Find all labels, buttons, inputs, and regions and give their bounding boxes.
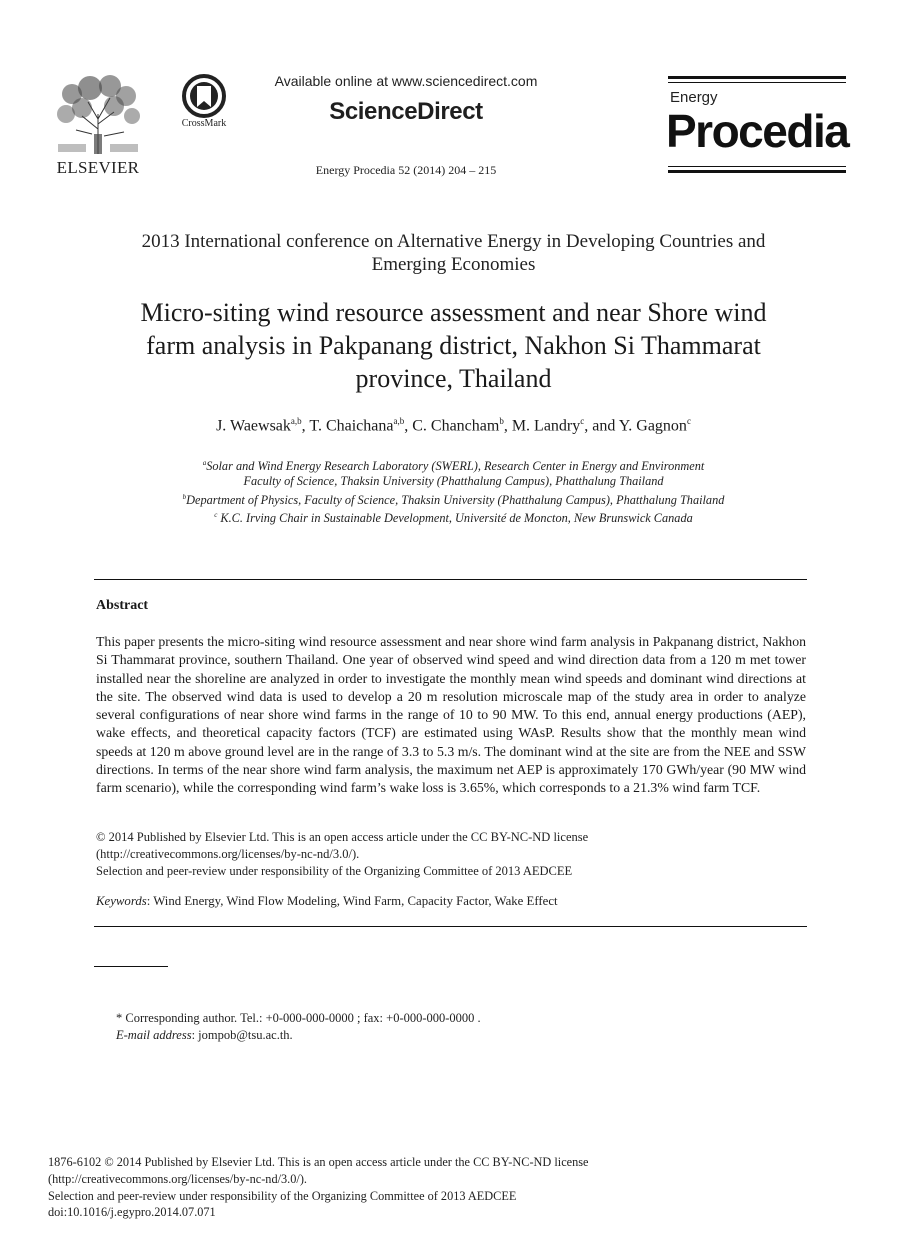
procedia-rule-bottom (668, 170, 846, 173)
affiliation-c (100, 508, 807, 526)
crossmark-badge[interactable] (176, 74, 232, 134)
author-separator: , (301, 417, 310, 435)
author-name: C. Chancham (412, 417, 500, 435)
conference-name (100, 230, 807, 276)
affiliation-mark: a (202, 459, 207, 467)
bottom-license-link[interactable]: http://creativecommons.org/licenses/by-nc-nd/3.0/ (52, 1171, 300, 1186)
author-name: J. Waewsak (216, 417, 291, 435)
author-separator: , (503, 417, 512, 435)
bottom-license-line (48, 1171, 868, 1188)
license-paren-open: ( (96, 847, 101, 861)
conference-line-1: 2013 International conference on Alternative Energy in Developing Countries and (141, 231, 766, 252)
doi[interactable]: doi:10.1016/j.egypro.2014.07.071 (48, 1205, 216, 1220)
elsevier-tree-icon (52, 74, 144, 156)
license-line-3: Selection and peer-review under responsibility of the Organizing Committee of 2013 AEDCEE (96, 864, 573, 878)
abstract-top-rule (94, 579, 807, 580)
title-line-2: farm analysis in Pakpanang district, Nakhon Si Thammarat (146, 331, 761, 360)
procedia-rule-top-thin (668, 82, 846, 83)
abstract-body: This paper presents the micro-siting wind resource assessment and near shore wind farm analysis in Pakpanang district, Nakhon Si Thammarat province, southern Thailand. One year of observed wind speed and wind direction data from a 120 m met tower installed near the shoreline are analyzed in order to investigate the monthly mean wind speeds and dominant wind directions at the site. The observed wind data is used to develop a 20 m resolution microscale map of the study area in order to analyze several configurations of near shore wind farms in the range of 10 to 90 MW. To this end, annual energy productions (AEP), wake effects, and theoretical capacity factors (TCF) are estimated using WAsP. Results show that the monthly mean wind speeds at 120 m above ground level are in the range of 3.3 to 5.3 m/s. The dominant wind at the site are from the NEE and SSW directions. In terms of the near shore wind farm analysis, the maximum net AEP is approximately 170 GWh/year (90 MW wind farm scenario), while the corresponding wind farm’s wake loss is 3.65%, which corresponds to a 21.3% wind farm TCF. (96, 634, 806, 796)
crossmark-label: CrossMark (181, 118, 227, 129)
corresponding-author: * Corresponding author. Tel.: +0-000-000-0000 ; fax: +0-000-000-0000 . (116, 1011, 481, 1025)
elsevier-wordmark: ELSEVIER (56, 158, 140, 177)
bottom-publication-info (48, 1154, 868, 1221)
keywords-text: : Wind Energy, Wind Flow Modeling, Wind Farm, Capacity Factor, Wake Effect (146, 894, 558, 908)
footnote (116, 1010, 806, 1044)
affiliation-a-line-1: Solar and Wind Energy Research Laboratory (SWERL), Research Center in Energy and Environment (206, 459, 705, 474)
footnote-rule (94, 966, 168, 967)
paper-title (90, 296, 817, 395)
affiliation-a (100, 456, 807, 474)
journal-citation: Energy Procedia 52 (2014) 204 – 215 (315, 163, 497, 177)
author-affiliation-mark: c (686, 416, 691, 426)
affiliation-a-line-2: Faculty of Science, Thaksin University (Phatthalung Campus), Phatthalung Thailand (243, 474, 664, 489)
author-separator: , and (584, 417, 619, 435)
license-block (96, 829, 806, 880)
bottom-peer-review: Selection and peer-review under responsibility of the Organizing Committee of 2013 AEDCEE (48, 1188, 517, 1203)
license-paren-close: ). (351, 847, 360, 861)
email-line (116, 1027, 806, 1044)
affiliation-mark: c (214, 511, 218, 520)
issn-line: 1876-6102 © 2014 Published by Elsevier Ltd. This is an open access article under the CC BY-NC-ND license (48, 1155, 589, 1169)
email-label: E-mail address (116, 1028, 192, 1042)
affiliation-c-line: K.C. Irving Chair in Sustainable Development, Université de Moncton, New Brunswick Canada (220, 511, 693, 526)
sciencedirect-wordmark[interactable]: ScienceDirect (329, 98, 483, 125)
title-line-3: province, Thailand (355, 364, 552, 393)
affiliation-b (100, 490, 807, 508)
affiliations (100, 456, 807, 526)
author-separator: , (404, 417, 413, 435)
author-affiliation-mark: a,b (393, 416, 405, 426)
energy-procedia-logo (668, 74, 848, 178)
keywords (96, 894, 806, 909)
elsevier-logo (52, 74, 144, 177)
license-line-1: © 2014 Published by Elsevier Ltd. This is an open access article under the CC BY-NC-ND license (96, 830, 589, 844)
author-name: Y. Gagnon (618, 417, 687, 435)
affiliation-mark: b (182, 492, 187, 501)
author-name: T. Chaichana (309, 417, 394, 435)
procedia-wordmark: Procedia (666, 105, 849, 157)
energy-label: Energy (670, 89, 718, 106)
author-list (100, 416, 807, 435)
abstract-bottom-rule (94, 926, 807, 927)
email-value[interactable]: : jompob@tsu.ac.th. (191, 1028, 293, 1042)
crossmark-icon (182, 74, 226, 118)
author-affiliation-mark: b (499, 416, 504, 426)
author-affiliation-mark: a,b (290, 416, 302, 426)
keywords-label: Keywords (96, 894, 147, 908)
conference-line-2: Emerging Economies (371, 254, 536, 275)
title-line-1: Micro-siting wind resource assessment and near Shore wind (140, 298, 767, 327)
bottom-paren-open: ( (48, 1171, 53, 1186)
license-link[interactable]: http://creativecommons.org/licenses/by-nc-nd/3.0/ (100, 847, 352, 861)
abstract-heading: Abstract (96, 598, 149, 613)
procedia-rule-bottom-thin (668, 166, 846, 167)
author-affiliation-mark: c (580, 416, 585, 426)
available-online-text: Available online at www.sciencedirect.com (274, 73, 538, 89)
procedia-rule-top (668, 76, 846, 79)
bottom-paren-close: ). (299, 1171, 307, 1186)
affiliation-b-line: Department of Physics, Faculty of Science, Thaksin University (Phatthalung Campus), Phatthalung Thailand (186, 492, 725, 507)
license-line-2 (96, 846, 806, 863)
author-name: M. Landry (511, 417, 581, 435)
